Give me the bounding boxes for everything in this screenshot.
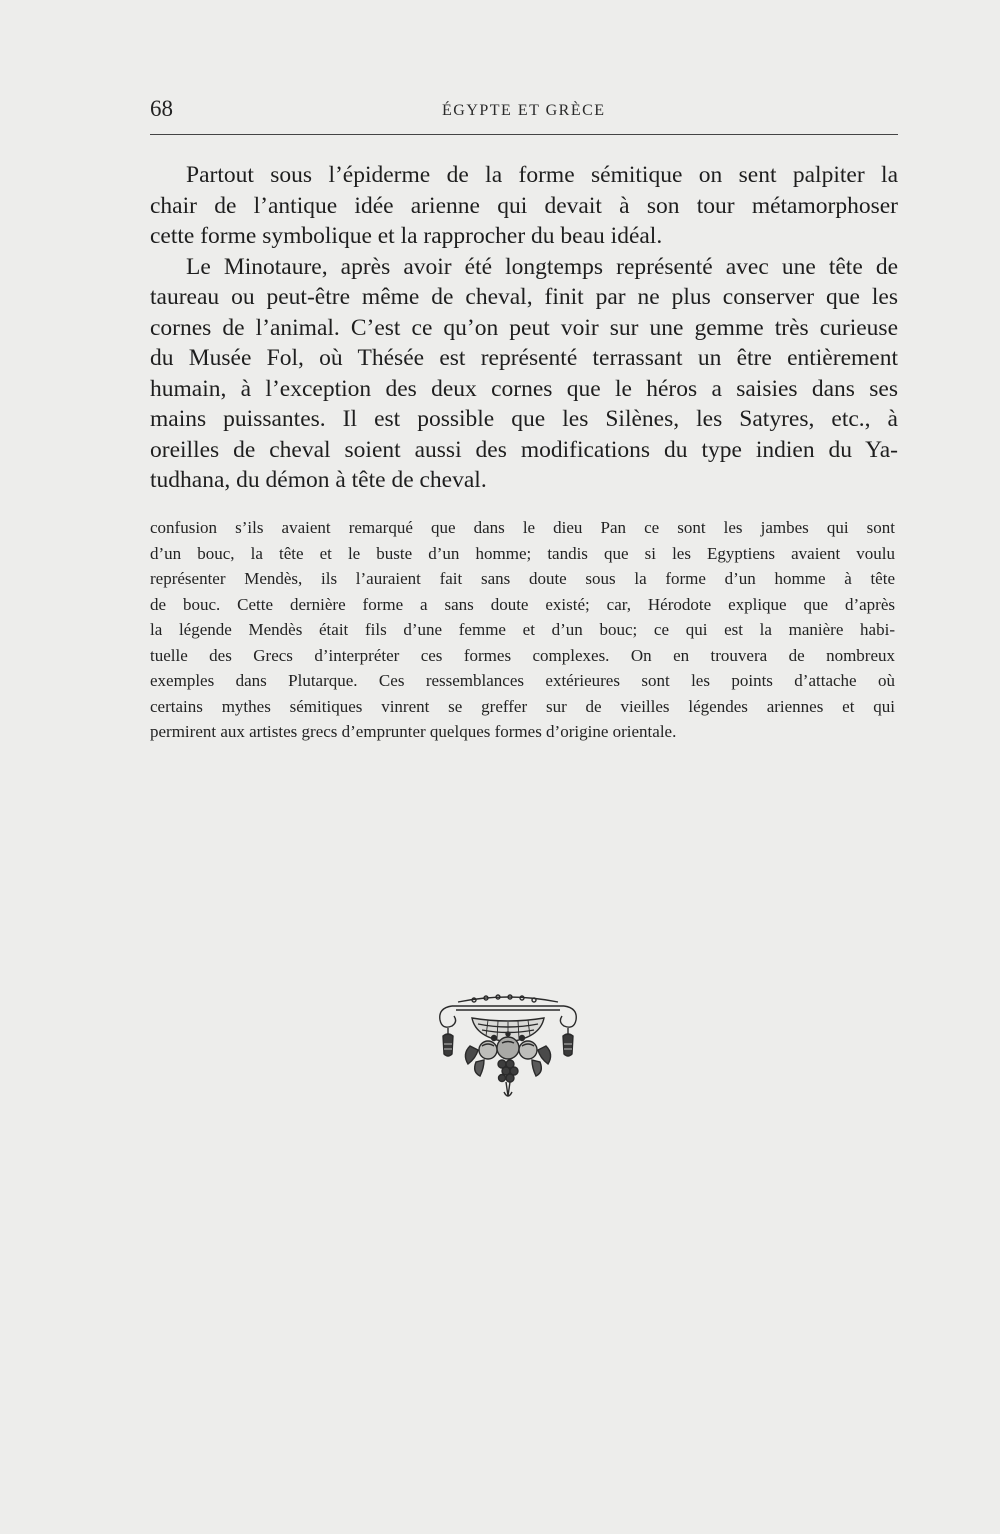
body-line: oreilles de cheval soient aussi des modifications du type indien du Ya-	[150, 436, 898, 463]
footnote-line: d’un bouc, la tête et le buste d’un homme; tandis que si les Egyptiens avaient voulu	[150, 543, 895, 563]
footnote-line: confusion s’ils avaient remarqué que dans le dieu Pan ce sont les jambes qui sont	[150, 518, 895, 537]
floral-basket-tailpiece-icon	[428, 988, 588, 1100]
page-number: 68	[150, 96, 173, 121]
footnote-line: tuelle des Grecs d’interpréter ces formes complexes. On en trouvera de nombreux	[150, 645, 895, 665]
footnote-line: représenter Mendès, ils l’auraient fait sans doute sous la forme d’un homme à tête	[150, 569, 895, 588]
header-rule	[150, 134, 898, 135]
body-line: Partout sous l’épiderme de la forme sémitique on sent palpiter la	[186, 162, 898, 188]
footnote-line: permirent aux artistes grecs d’emprunter quelques formes d’origine orientale.	[150, 722, 677, 741]
body-line: taureau ou peut-être même de cheval, finit par ne plus conserver que les	[150, 284, 898, 310]
footnote-line: certains mythes sémitiques vinrent se greffer sur de vieilles légendes ariennes et qui	[150, 696, 895, 716]
footnote-line: la légende Mendès était fils d’une femme et d’un bouc; ce qui est la manière habi-	[150, 620, 895, 639]
running-title: ÉGYPTE ET GRÈCE	[442, 102, 606, 119]
body-line: cornes de l’animal. C’est ce qu’on peut voir sur une gemme très curieuse	[150, 314, 898, 341]
body-line: humain, à l’exception des deux cornes que le héros a saisies dans ses	[150, 375, 898, 402]
footnote	[150, 515, 895, 745]
footnote-line: exemples dans Plutarque. Ces ressemblances extérieures sont les points d’attache où	[150, 671, 895, 690]
body-line: Le Minotaure, après avoir été longtemps représenté avec une tête de	[186, 253, 898, 280]
body-line: tudhana, du démon à tête de cheval.	[150, 467, 487, 493]
main-text	[150, 160, 898, 496]
body-line: cette forme symbolique et la rapprocher du beau idéal.	[150, 223, 663, 249]
body-line: du Musée Fol, où Thésée est représenté terrassant un être entièrement	[150, 345, 898, 371]
body-line: chair de l’antique idée arienne qui devait à son tour métamorphoser	[150, 192, 898, 219]
running-head	[150, 95, 898, 125]
body-line: mains puissantes. Il est possible que les Silènes, les Satyres, etc., à	[150, 406, 898, 432]
footnote-line: de bouc. Cette dernière forme a sans doute existé; car, Hérodote explique que d’après	[150, 594, 895, 614]
